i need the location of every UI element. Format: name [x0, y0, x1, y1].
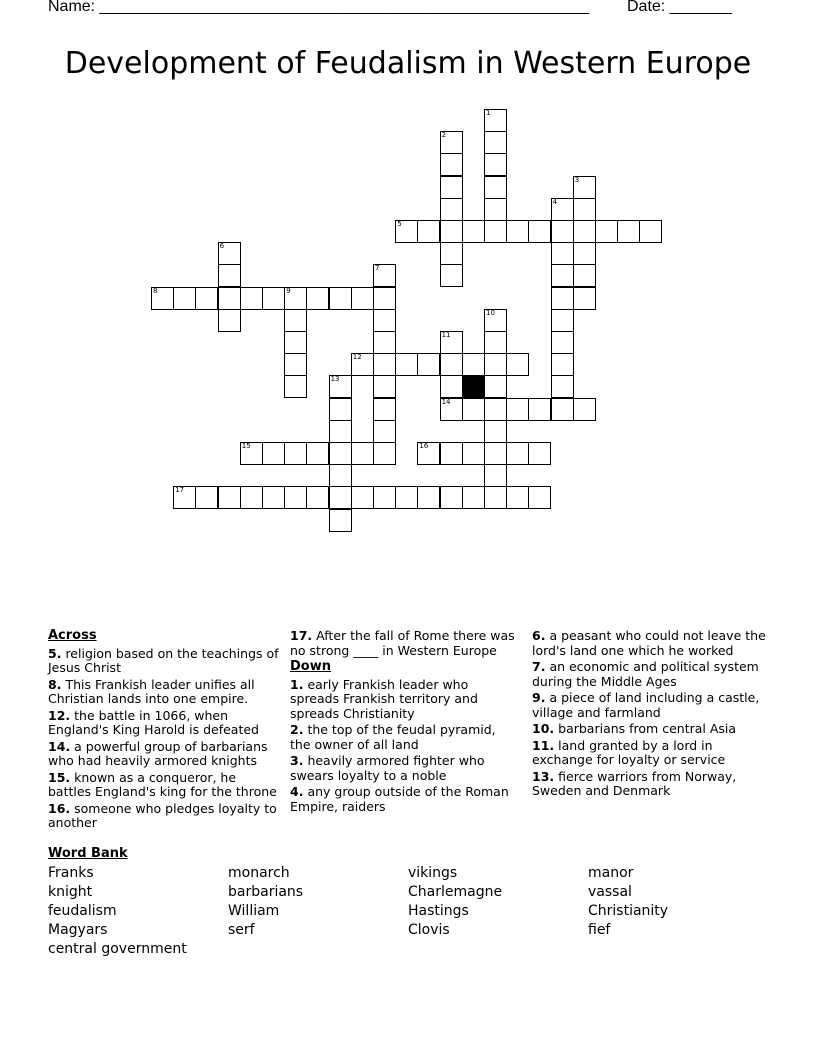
word-bank-item: knight: [48, 884, 93, 900]
down-heading: Down: [290, 659, 331, 674]
crossword-cell[interactable]: [484, 109, 507, 132]
word-bank-item: feudalism: [48, 903, 117, 919]
clue-down-13: 13. fierce warriors from Norway, Sweden and Denmark: [532, 768, 737, 798]
crossword-cell[interactable]: [284, 287, 307, 310]
clue-across-12: 12. the battle in 1066, when England's King Harold is defeated: [48, 707, 259, 737]
word-bank-item: Christianity: [588, 903, 669, 919]
crossword-cell[interactable]: [173, 486, 196, 509]
clue-across-14: 14. a powerful group of barbarians who had heavily armored knights: [48, 738, 268, 768]
clue-number: 12: [352, 353, 362, 362]
crossword-cell[interactable]: [484, 131, 507, 154]
crossword-cell[interactable]: [440, 331, 463, 354]
crossword-cell[interactable]: [440, 220, 463, 243]
crossword-cell[interactable]: [484, 442, 507, 465]
crossword-cell[interactable]: [484, 331, 507, 354]
crossword-cell[interactable]: [395, 486, 418, 509]
word-bank-column-1: [48, 864, 187, 959]
crossword-cell[interactable]: [506, 353, 529, 376]
crossword-cell[interactable]: [573, 242, 596, 265]
crossword-cell[interactable]: [329, 375, 352, 398]
crossword-cell[interactable]: [462, 486, 485, 509]
crossword-cell[interactable]: [417, 486, 440, 509]
crossword-cell[interactable]: [440, 242, 463, 265]
crossword-cell[interactable]: [284, 486, 307, 509]
crossword-cell[interactable]: [440, 176, 463, 199]
crossword-cell[interactable]: [329, 486, 352, 509]
clue-down-10: 10. barbarians from central Asia: [532, 721, 737, 736]
clue-number: 17: [175, 486, 185, 495]
clue-number: 16: [419, 442, 429, 450]
crossword-cell[interactable]: [639, 220, 662, 243]
clue-down-3: 3. heavily armored fighter who swears loyalty to a noble: [290, 753, 485, 783]
crossword-cell[interactable]: [573, 220, 596, 243]
crossword-cell[interactable]: [484, 198, 507, 221]
crossword-cell[interactable]: [484, 176, 507, 199]
crossword-cell[interactable]: [440, 353, 463, 376]
word-bank-item: Clovis: [408, 922, 450, 938]
crossword-cell[interactable]: [484, 398, 507, 421]
crossword-cell[interactable]: [329, 464, 352, 487]
word-bank-item: manor: [588, 865, 634, 881]
crossword-cell[interactable]: [506, 220, 529, 243]
crossword-cell[interactable]: [373, 264, 396, 287]
crossword-cell[interactable]: [506, 442, 529, 465]
crossword-cell[interactable]: [528, 220, 551, 243]
crossword-cell[interactable]: [329, 287, 352, 310]
word-bank-heading: Word Bank: [48, 846, 128, 861]
crossword-cell[interactable]: [551, 309, 574, 332]
crossword-cell[interactable]: [528, 442, 551, 465]
crossword-cell[interactable]: [329, 420, 352, 443]
crossword-cell[interactable]: [218, 264, 241, 287]
clue-across-16: 16. someone who pledges loyalty to another: [48, 800, 277, 830]
crossword-cell[interactable]: [484, 309, 507, 332]
crossword-cell[interactable]: [462, 220, 485, 243]
clue-across-17: 17. After the fall of Rome there was no strong ____ in Western Europe: [290, 628, 515, 658]
crossword-cell[interactable]: [462, 398, 485, 421]
clue-number: 1: [486, 109, 491, 117]
crossword-cell[interactable]: [551, 198, 574, 221]
clue-number: 4: [552, 197, 558, 206]
clue-number: 5: [397, 220, 402, 228]
crossword-cell[interactable]: [484, 153, 507, 176]
clue-down-1: 1. early Frankish leader who spreads Frankish territory and spreads Christianity: [290, 676, 478, 721]
crossword-cell[interactable]: [373, 353, 396, 376]
crossword-black-cell: [462, 375, 485, 398]
crossword-cell[interactable]: [573, 176, 596, 199]
crossword-cell[interactable]: [284, 353, 307, 376]
crossword-cell[interactable]: [528, 486, 551, 509]
crossword-cell[interactable]: [373, 331, 396, 354]
crossword-cell[interactable]: [551, 220, 574, 243]
word-bank-item: serf: [228, 922, 255, 938]
crossword-cell[interactable]: [373, 398, 396, 421]
crossword-cell[interactable]: [617, 220, 640, 243]
crossword-cell[interactable]: [506, 398, 529, 421]
crossword-cell[interactable]: [417, 442, 440, 465]
page-title: Development of Feudalism in Western Europe: [64, 46, 752, 81]
clue-down-6: 6. a peasant who could not leave the lord's land one which he worked: [532, 628, 766, 658]
crossword-cell[interactable]: [284, 375, 307, 398]
word-bank-column-2: [228, 864, 303, 940]
word-bank-item: monarch: [228, 865, 290, 881]
crossword-cell[interactable]: [440, 264, 463, 287]
crossword-cell[interactable]: [218, 242, 241, 265]
clue-across-5: 5. religion based on the teachings of Jesus Christ: [48, 645, 279, 675]
clue-number: 11: [441, 331, 451, 339]
crossword-cell[interactable]: [195, 486, 218, 509]
crossword-cell[interactable]: [373, 309, 396, 332]
clue-across-8: 8. This Frankish leader unifies all Christian lands into one empire.: [48, 676, 255, 706]
clues-column-3: [532, 629, 772, 801]
crossword-cell[interactable]: [395, 353, 418, 376]
clue-number: 14: [441, 397, 451, 406]
clue-down-4: 4. any group outside of the Roman Empire, raiders: [290, 784, 509, 814]
crossword-cell[interactable]: [306, 486, 329, 509]
crossword-cell[interactable]: [351, 486, 374, 509]
crossword-cell[interactable]: [551, 375, 574, 398]
clue-number: 8: [153, 286, 158, 295]
clue-across-15: 15. known as a conqueror, he battles England's king for the throne: [48, 769, 277, 799]
word-bank-column-3: [408, 864, 502, 940]
crossword-cell[interactable]: [440, 486, 463, 509]
word-bank-item: William: [228, 903, 280, 919]
crossword-cell[interactable]: [573, 198, 596, 221]
clue-number: 3: [574, 175, 580, 184]
crossword-cell[interactable]: [240, 486, 263, 509]
clue-down-9: 9. a piece of land including a castle, village and farmland: [532, 690, 760, 720]
crossword-cell[interactable]: [284, 331, 307, 354]
crossword-cell[interactable]: [151, 287, 174, 310]
word-bank-item: Franks: [48, 865, 94, 881]
crossword-cell[interactable]: [484, 486, 507, 509]
word-bank-column-4: [588, 864, 668, 940]
crossword-cell[interactable]: [551, 398, 574, 421]
crossword-cell[interactable]: [240, 442, 263, 465]
crossword-cell[interactable]: [173, 287, 196, 310]
crossword-cell[interactable]: [462, 442, 485, 465]
clue-down-7: 7. an economic and political system during the Middle Ages: [532, 659, 759, 689]
clue-number: 9: [286, 286, 291, 295]
crossword-cell[interactable]: [573, 398, 596, 421]
clue-number: 6: [219, 242, 225, 251]
date-field[interactable]: Date: _______: [627, 0, 732, 15]
clue-number: 10: [486, 308, 495, 317]
clue-down-11: 11. land granted by a lord in exchange for loyalty or service: [532, 737, 726, 767]
crossword-cell[interactable]: [373, 420, 396, 443]
crossword-cell[interactable]: [440, 442, 463, 465]
crossword-cell[interactable]: [551, 353, 574, 376]
crossword-cell[interactable]: [329, 398, 352, 421]
crossword-cell[interactable]: [440, 131, 463, 154]
crossword-cell[interactable]: [395, 220, 418, 243]
crossword-cell[interactable]: [551, 331, 574, 354]
crossword-cell[interactable]: [440, 198, 463, 221]
crossword-cell[interactable]: [262, 287, 285, 310]
crossword-cell[interactable]: [417, 353, 440, 376]
crossword-cell[interactable]: [329, 509, 352, 532]
clue-number: 7: [375, 264, 380, 273]
word-bank-item: Magyars: [48, 922, 108, 938]
crossword-cell[interactable]: [484, 375, 507, 398]
crossword-cell[interactable]: [284, 442, 307, 465]
word-bank-item: fief: [588, 922, 611, 938]
crossword-cell[interactable]: [528, 398, 551, 421]
crossword-cell[interactable]: [218, 309, 241, 332]
crossword-cell[interactable]: [262, 442, 285, 465]
crossword-cell[interactable]: [284, 309, 307, 332]
name-field[interactable]: Name: _______________________________________________________: [48, 0, 589, 15]
crossword-cell[interactable]: [484, 420, 507, 443]
crossword-cell[interactable]: [573, 264, 596, 287]
word-bank-item: Charlemagne: [408, 884, 503, 900]
crossword-cell[interactable]: [351, 442, 374, 465]
crossword-cell[interactable]: [373, 287, 396, 310]
crossword-cell[interactable]: [373, 442, 396, 465]
crossword-cell[interactable]: [218, 287, 241, 310]
word-bank-item: vikings: [408, 865, 458, 881]
clue-number: 15: [241, 442, 251, 450]
crossword-cell[interactable]: [351, 287, 374, 310]
crossword-cell[interactable]: [506, 486, 529, 509]
crossword-cell[interactable]: [573, 287, 596, 310]
crossword-cell[interactable]: [195, 287, 218, 310]
crossword-cell[interactable]: [551, 264, 574, 287]
crossword-cell[interactable]: [218, 486, 241, 509]
crossword-cell[interactable]: [551, 242, 574, 265]
word-bank-item: barbarians: [228, 884, 304, 900]
crossword-cell[interactable]: [373, 375, 396, 398]
crossword-cell[interactable]: [595, 220, 618, 243]
crossword-cell[interactable]: [462, 353, 485, 376]
word-bank-item: central government: [48, 941, 187, 957]
clues-column-2: [290, 629, 515, 816]
crossword-cell[interactable]: [306, 287, 329, 310]
word-bank-item: vassal: [588, 884, 632, 900]
across-heading: Across: [48, 628, 97, 643]
crossword-cell[interactable]: [240, 287, 263, 310]
crossword-cell[interactable]: [329, 442, 352, 465]
clue-number: 13: [330, 375, 340, 384]
crossword-cell[interactable]: [373, 486, 396, 509]
crossword-cell[interactable]: [484, 464, 507, 487]
crossword-cell[interactable]: [440, 375, 463, 398]
crossword-cell[interactable]: [351, 353, 374, 376]
crossword-cell[interactable]: [440, 398, 463, 421]
clue-down-2: 2. the top of the feudal pyramid, the owner of all land: [290, 722, 496, 752]
crossword-cell[interactable]: [484, 353, 507, 376]
crossword-cell[interactable]: [551, 287, 574, 310]
clues-column-1: [48, 629, 283, 833]
word-bank-item: Hastings: [408, 903, 469, 919]
clue-number: 2: [441, 131, 447, 140]
crossword-cell[interactable]: [417, 220, 440, 243]
crossword-cell[interactable]: [484, 220, 507, 243]
crossword-cell[interactable]: [306, 442, 329, 465]
crossword-cell[interactable]: [262, 486, 285, 509]
crossword-cell[interactable]: [440, 153, 463, 176]
